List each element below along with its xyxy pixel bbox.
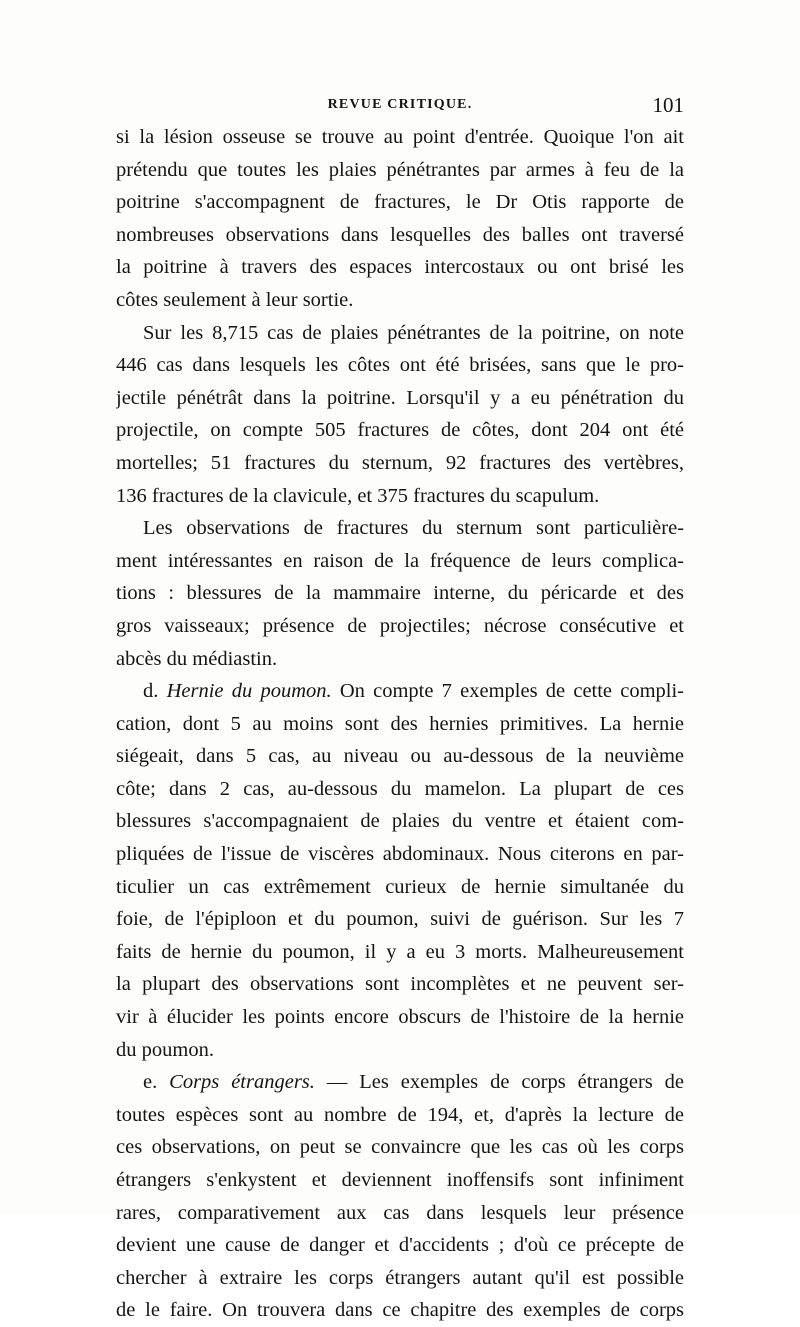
running-title: REVUE CRITIQUE.	[327, 97, 473, 112]
text-line: vir à élucider les points encore obscurs de l'histoire de la hernie	[116, 1006, 684, 1029]
text-line: devient une cause de danger et d'accidents ; d'où ce précepte de	[116, 1234, 684, 1257]
running-head	[116, 93, 684, 117]
text-line: ment intéressantes en raison de la fréquence de leurs complica-	[116, 549, 684, 572]
section-e-title: Corps étrangers.	[169, 1071, 315, 1094]
body-text	[116, 121, 684, 1327]
text-line: faits de hernie du poumon, il y a eu 3 morts. Malheureusement	[116, 940, 684, 963]
section-e-heading-line	[116, 1066, 684, 1099]
text-line: poitrine s'accompagnent de fractures, le Dr Otis rapporte de	[116, 191, 684, 214]
text-line: ticulier un cas extrêmement curieux de hernie simultanée du	[116, 875, 684, 898]
section-d-heading-line	[116, 675, 684, 708]
text-line: la plupart des observations sont incomplètes et ne peuvent ser-	[116, 973, 684, 996]
page-number: 101	[652, 93, 684, 117]
text-line: rares, comparativement aux cas dans lesquels leur présence	[116, 1201, 684, 1224]
text-line: côte; dans 2 cas, au-dessous du mamelon. La plupart de ces	[116, 777, 684, 800]
text-line: tions : blessures de la mammaire interne, du péricarde et des	[116, 582, 684, 605]
section-e-marker: e.	[143, 1071, 158, 1094]
section-e-rest: — Les exemples de corps étrangers de	[326, 1071, 684, 1094]
text-line: siégeait, dans 5 cas, au niveau ou au-dessous de la neuvième	[116, 745, 684, 768]
text-line: étrangers s'enkystent et deviennent inoffensifs sont infiniment	[116, 1169, 684, 1191]
text-line: de le faire. On trouvera dans ce chapitre des exemples de corps	[116, 1299, 684, 1322]
text-line: 446 cas dans lesquels les côtes ont été brisées, sans que le pro-	[116, 354, 684, 377]
text-line: jectile pénétrât dans la poitrine. Lorsqu'il y a eu pénétration du	[116, 386, 684, 409]
section-d-title: Hernie du poumon.	[166, 680, 332, 703]
text-line: foie, de l'épiploon et du poumon, suivi de guérison. Sur les 7	[116, 908, 684, 931]
text-line: cation, dont 5 au moins sont des hernies primitives. La hernie	[116, 712, 684, 735]
text-line: mortelles; 51 fractures du sternum, 92 fractures des vertèbres,	[116, 451, 684, 474]
text-line: Sur les 8,715 cas de plaies pénétrantes de la poitrine, on note	[143, 321, 684, 344]
text-line: abcès du médiastin.	[116, 647, 278, 670]
text-line: si la lésion osseuse se trouve au point d'entrée. Quoique l'on ait	[116, 126, 684, 148]
text-line: prétendu que toutes les plaies pénétrantes par armes à feu de la	[116, 158, 684, 181]
text-line: chercher à extraire les corps étrangers autant qu'il est possible	[116, 1266, 684, 1289]
text-line: nombreuses observations dans lesquelles des balles ont traversé	[116, 223, 684, 246]
text-line: 136 fractures de la clavicule, et 375 fractures du scapulum.	[116, 484, 600, 507]
text-line: côtes seulement à leur sortie.	[116, 288, 354, 311]
text-line: gros vaisseaux; présence de projectiles; nécrose consécutive et	[116, 614, 684, 637]
text-line: projectile, on compte 505 fractures de côtes, dont 204 ont été	[116, 419, 684, 442]
section-d-marker: d.	[143, 680, 159, 703]
text-line: toutes espèces sont au nombre de 194, et, d'après la lecture de	[116, 1103, 684, 1126]
text-line: blessures s'accompagnaient de plaies du ventre et étaient com-	[116, 810, 684, 833]
text-line: pliquées de l'issue de viscères abdominaux. Nous citerons en par-	[116, 843, 684, 866]
text-line: ces observations, on peut se convaincre que les cas où les corps	[116, 1136, 684, 1159]
text-line: la poitrine à travers des espaces intercostaux ou ont brisé les	[116, 256, 684, 279]
text-line: du poumon.	[116, 1038, 214, 1061]
section-d-rest: On compte 7 exemples de cette compli-	[339, 680, 684, 703]
text-line: Les observations de fractures du sternum sont particulière-	[143, 517, 684, 540]
